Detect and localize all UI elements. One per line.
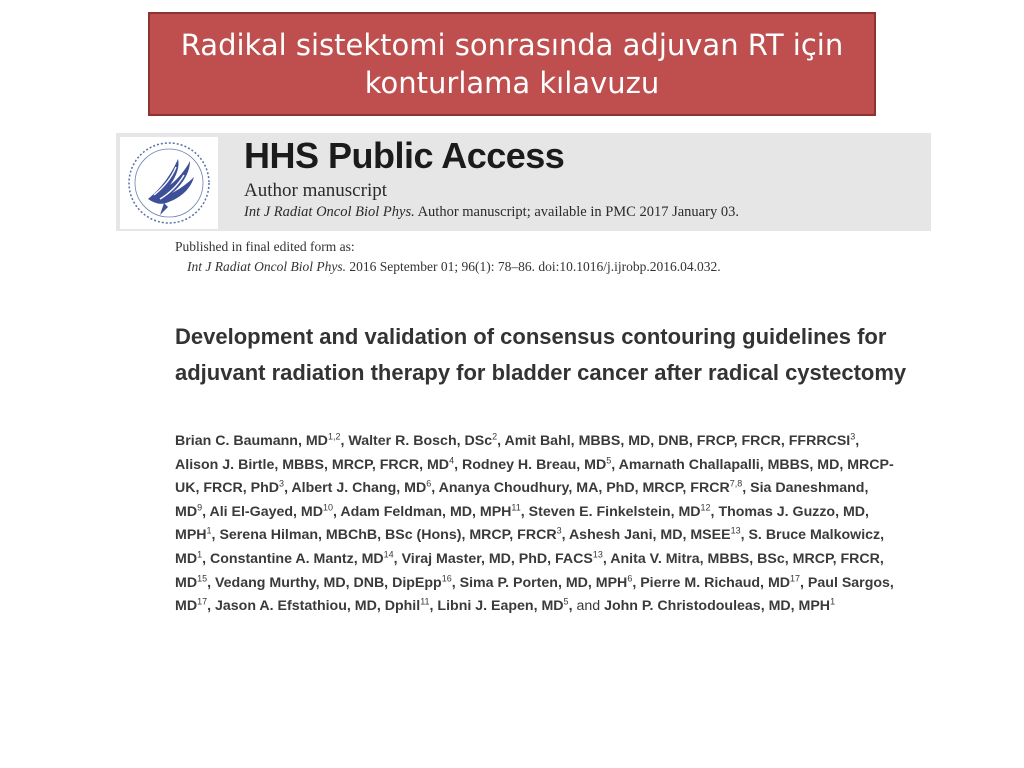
author-name: Sia Daneshmand, MD — [175, 480, 869, 520]
author-name: Serena Hilman, MBChB, BSc (Hons), MRCP, FRCR — [219, 527, 557, 544]
article-image — [116, 133, 931, 693]
author-affiliation-marker: 13 — [730, 525, 741, 536]
author-manuscript-label: Author manuscript — [244, 180, 388, 201]
published-label: Published in final edited form as: — [175, 239, 355, 254]
hhs-header — [116, 133, 931, 231]
author-name: Amit Bahl, MBBS, MD, DNB, FRCP, FRCR, FFRRCSI — [504, 433, 851, 449]
author-affiliation-marker: 11 — [420, 596, 430, 607]
author-affiliation-marker: 11 — [511, 502, 521, 513]
author-affiliation-marker: 5 — [606, 454, 612, 465]
author-name: Walter R. Bosch, DSc — [348, 433, 493, 449]
citation-details: 2016 September 01; 96(1): 78–86. doi:10.1016/j.ijrobp.2016.04.032. — [345, 259, 721, 274]
author-affiliation-marker: 1 — [197, 549, 203, 560]
citation-line — [175, 257, 721, 277]
author-affiliation-marker: 14 — [383, 549, 394, 560]
author-name: Ali El-Gayed, MD — [209, 503, 323, 520]
author-affiliation-marker: 3 — [850, 431, 856, 442]
author-name: Adam Feldman, MD, MPH — [340, 503, 512, 520]
author-name: Libni J. Eapen, MD — [437, 598, 564, 615]
author-name: Anita V. Mitra, MBBS, BSc, MRCP, FRCR, MD — [175, 550, 884, 591]
author-affiliation-marker: 2 — [492, 431, 498, 442]
author-name: John P. Christodouleas, MD, MPH — [604, 598, 831, 615]
author-affiliation-marker: 10 — [322, 502, 333, 513]
citation-journal: Int J Radiat Oncol Biol Phys. — [187, 259, 346, 274]
author-name: Constantine A. Mantz, MD — [209, 550, 384, 567]
author-affiliation-marker: 7,8 — [729, 478, 743, 489]
author-name: Sima P. Porten, MD, MPH — [459, 574, 628, 591]
author-name: Amarnath Challapalli, MBBS, MD, MRCP-UK, FRCR, PhD — [175, 456, 894, 497]
author-name: Thomas J. Guzzo, MD, MPH — [175, 503, 869, 544]
author-name: Ananya Choudhury, MA, PhD, MRCP, FRCR — [438, 480, 730, 497]
author-name: Pierre M. Richaud, MD — [640, 574, 791, 591]
author-affiliation-marker: 17 — [790, 572, 801, 583]
author-affiliation-marker: 6 — [426, 478, 432, 489]
availability-line — [244, 204, 739, 221]
published-block — [175, 237, 721, 277]
author-affiliation-marker: 9 — [197, 502, 203, 513]
author-conjunction: and — [576, 598, 601, 615]
author-affiliation-marker: 1 — [206, 525, 212, 536]
author-affiliation-marker: 13 — [592, 549, 603, 560]
author-affiliation-marker: 16 — [441, 572, 452, 583]
author-name: S. Bruce Malkowicz, MD — [175, 527, 885, 567]
author-affiliation-marker: 17 — [197, 596, 208, 607]
hhs-eagle-seal-icon — [120, 137, 218, 229]
slide-title-box — [148, 12, 876, 116]
author-affiliation-marker: 3 — [279, 478, 285, 489]
journal-name: Int J Radiat Oncol Biol Phys. — [244, 204, 415, 220]
author-name: Vedang Murthy, MD, DNB, DipEpp — [214, 574, 442, 591]
author-list: Brian C. Baumann, MD$^{1,2}$, Walter R. Bosch, DSc$^2$, Amit Bahl, MBBS, MD, DNB, FRCP, FRCR, FFRRCSI$^3$, Alison J. Birtle, MBBS, MRCP, FRCR, $MD^4$, Rodney H. Breau, $MD^5$, Amarnath Challapalli, MBBS, MD, MRCP-UK, FRCR, PhD$^3$, Albert J. Chang, $MD^6$, Ananya Choudhury, MA, PhD, MRCP, FRCR$^{7,8}$, Sia Daneshmand, $MD^9$, Ali El-Gayed, MD$^{10}$, Adam Feldman, MD, MPH$^{11}$, Steven E. Finkelstein, MD$^{12}$, Thomas J. Guzzo, MD, MPH$^1$, Serena Hilman, MBChB, BSc (Hons), MRCP, FRCR$^3$, Ashesh Jani, MD, MSEE$^{13}$, S. Bruce Malkowicz, $MD^1$, Constantine A. Mantz, MD$^{14}$, Viraj Master, MD, PhD, FACS$^{13}$, Anita V. Mitra, MBBS, BSc, MRCP, FRCR, MD$^{15}$, Vedang Murthy, MD, DNB, DipEpp$^{16}$, Sima P. Porten, MD, MPH$^6$, Pierre M. Richaud, MD$^{17}$, Paul Sargos, MD$^{17}$, Jason A. Efstathiou, MD, Dphil$^{11}$, Libni J. Eapen, $MD^5$, and John P. Christodouleas, MD, MPH$^1$ — [175, 431, 894, 615]
author-affiliation-marker: 4 — [449, 454, 455, 465]
author-name: Steven E. Finkelstein, MD — [528, 503, 701, 520]
author-affiliation-marker: 12 — [700, 502, 711, 513]
author-affiliation-marker: 1,2 — [327, 431, 341, 442]
author-name: Ashesh Jani, MD, MSEE — [568, 527, 731, 544]
author-affiliation-marker: 5 — [563, 596, 569, 607]
author-name: Paul Sargos, MD — [175, 574, 894, 615]
author-name: Alison J. Birtle, MBBS, MRCP, FRCR, MD — [175, 456, 450, 473]
hhs-title: HHS Public Access — [244, 135, 565, 176]
author-affiliation-marker: 3 — [556, 525, 562, 536]
author-name: Jason A. Efstathiou, MD, Dphil — [214, 598, 421, 615]
author-name: Albert J. Chang, MD — [291, 480, 427, 497]
article-title: Development and validation of consensus contouring guidelines for adjuvant radiation therapy for bladder cancer after radical cystectomy — [175, 324, 907, 385]
author-name: Rodney H. Breau, MD — [461, 456, 607, 473]
availability-text: Author manuscript; available in PMC 2017 January 03. — [414, 204, 739, 220]
author-name: Brian C. Baumann, MD — [175, 433, 328, 449]
author-affiliation-marker: 6 — [627, 572, 633, 583]
slide-title-line-1: Radikal sistektomi sonrasında adjuvan RT için — [180, 28, 844, 62]
author-affiliation-marker: 1 — [830, 596, 836, 607]
slide-title-line-2: konturlama kılavuzu — [364, 66, 660, 100]
author-name: Viraj Master, MD, PhD, FACS — [401, 550, 593, 567]
author-affiliation-marker: 15 — [197, 572, 208, 583]
